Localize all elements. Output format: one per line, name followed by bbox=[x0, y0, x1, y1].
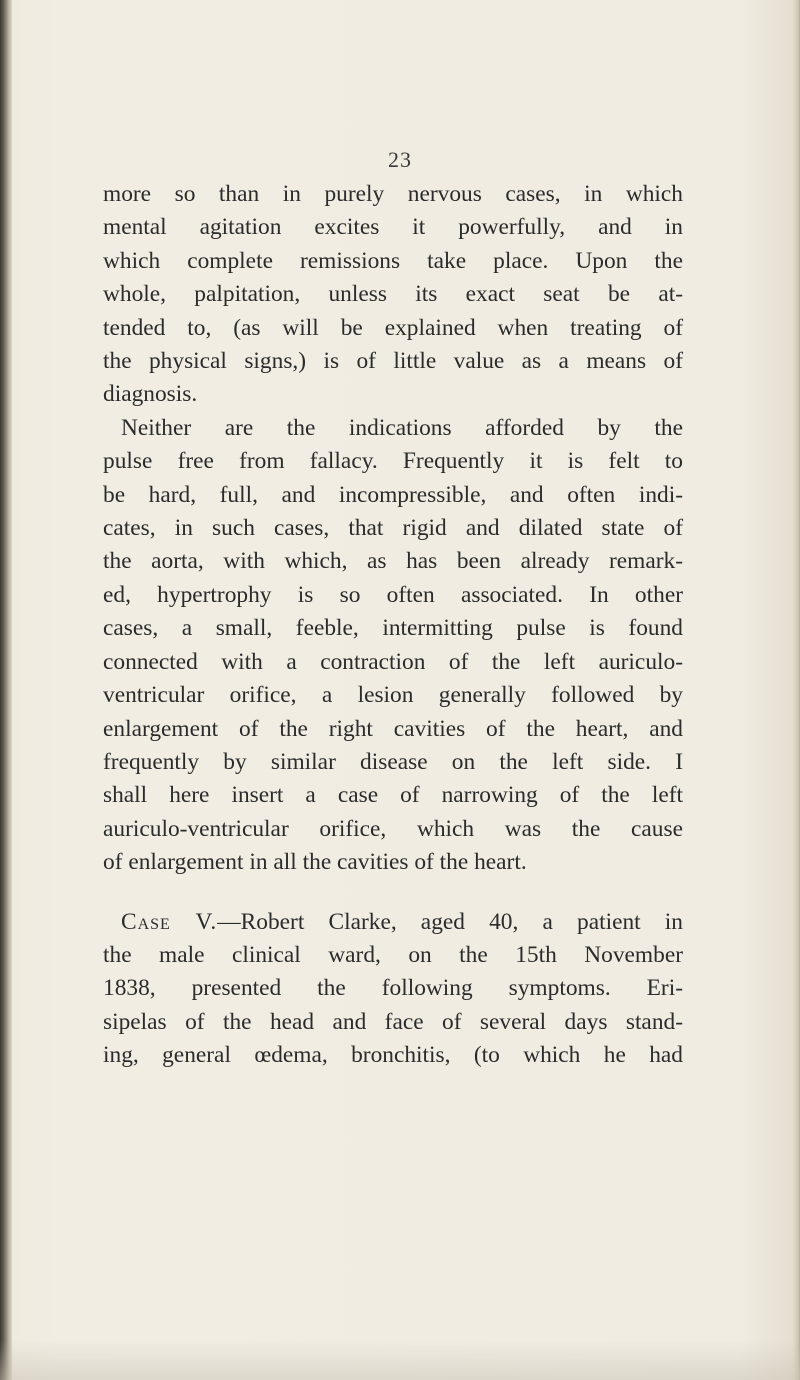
text-line: more so than in purely nervous cases, in which bbox=[103, 181, 683, 207]
text-line: tended to, (as will be explained when treating of bbox=[103, 314, 683, 341]
text-line: ing, general œdema, bronchitis, (to which he had bbox=[103, 1042, 683, 1069]
paragraph-pulse bbox=[103, 412, 683, 880]
text-line: the aorta, with which, as has been already remark- bbox=[103, 548, 683, 575]
page-binding-shadow bbox=[0, 0, 12, 1380]
text-line: the physical signs,) is of little value as a means of bbox=[103, 348, 683, 375]
body-text bbox=[103, 178, 683, 1073]
text-line: auriculo-ventricular orifice, which was the cause bbox=[103, 815, 683, 842]
text-line: 1838, presented the following symptoms. Eri- bbox=[103, 975, 683, 1002]
text-line: enlargement of the right cavities of the heart, and bbox=[103, 715, 683, 742]
text-line: cates, in such cases, that rigid and dilated state of bbox=[103, 515, 683, 542]
text-line bbox=[103, 906, 683, 939]
text-line: connected with a contraction of the left auriculo- bbox=[103, 648, 683, 675]
text-line: ventricular orifice, a lesion generally followed by bbox=[103, 682, 683, 709]
page-bottom-shadow bbox=[0, 1340, 800, 1380]
text-line: which complete remissions take place. Upon the bbox=[103, 247, 683, 274]
text-line: mental agitation excites it powerfully, and in bbox=[103, 214, 683, 241]
text-line: cases, a small, feeble, intermitting pulse is found bbox=[103, 615, 683, 642]
text-line: of enlargement in all the cavities of the heart. bbox=[103, 849, 527, 876]
text-line: sipelas of the head and face of several days stand- bbox=[103, 1008, 683, 1035]
page-edge bbox=[792, 0, 800, 1380]
page-number: 23 bbox=[388, 147, 412, 172]
paragraph-gap bbox=[103, 880, 683, 906]
text-line: whole, palpitation, unless its exact seat be at- bbox=[103, 281, 683, 308]
text-line: frequently by similar disease on the left side. I bbox=[103, 748, 683, 775]
paragraph-palpitation bbox=[103, 178, 683, 412]
text-line: pulse free from fallacy. Frequently it is felt to bbox=[103, 448, 683, 475]
text-line: diagnosis. bbox=[103, 381, 198, 408]
case-intro-text: —Robert Clarke, aged 40, a patient in bbox=[217, 908, 683, 935]
case-heading: Case V. bbox=[121, 908, 218, 935]
paragraph-case-report bbox=[103, 906, 683, 1073]
text-line: Neither are the indications afforded by the bbox=[121, 414, 683, 441]
text-line: the male clinical ward, on the 15th November bbox=[103, 941, 683, 968]
text-line: shall here insert a case of narrowing of the left bbox=[103, 782, 683, 809]
text-line: ed, hypertrophy is so often associated. In other bbox=[103, 581, 683, 608]
text-line: be hard, full, and incompressible, and often indi- bbox=[103, 481, 683, 508]
